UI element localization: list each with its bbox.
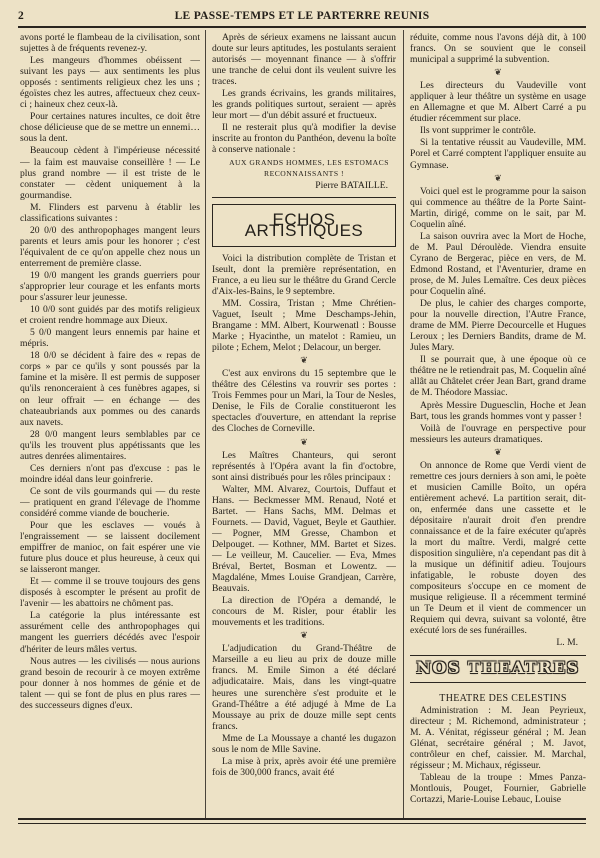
page-header [18,8,586,26]
paragraph: Nous autres — les civilisés — nous aurions grand besoin de recourir à ce moyen extrême pour donner à nos hommes de génie et de talent — qui se font de plus en plus rares — des successeurs dignes d'eux. [20,655,200,711]
paragraph: Les mangeurs d'hommes obéissent — suivant les pays — aux sentiments les plus opposés : sentiments religieux chez les uns ; égoïstes chez les autres, affectueux chez ceux-ci ; haineux chez ceux-là. [20,55,200,111]
paragraph: Beaucoup cèdent à l'impérieuse nécessité — la faim est mauvaise conseillère ! — Le plus grand nombre — il est triste de le constater — cèdent uniquement à la gourmandise. [20,145,200,201]
paragraph: La direction de l'Opéra a demandé, le concours de M. Risler, pour établir les mouvements et les traditions. [212,595,396,629]
fleuron-separator: ❦ [300,355,308,366]
paragraph: 28 0/0 mangent leurs semblables par ce qu'ils les trouvent plus appétissants que les autres denrées alimentaires. [20,428,200,462]
paragraph: 19 0/0 mangent les grands guerriers pour s'approprier leur courage et les enfants morts pour s'assurer leur jeunesse. [20,269,200,304]
paragraph: Pour que les esclaves — voués à l'engraissement — se laissent docilement empiffrer de manioc, on fait espérer une vie future plus douce et plus heureuse, à ceux qui se laisseront manger. [20,520,200,576]
fleuron-separator: ❦ [300,630,308,641]
column-2 [212,32,396,822]
author-signature: L. M. [556,637,578,649]
paragraph: Voici la distribution complète de Tristan et Iseult, dont la première représentation, en France, a eu lieu sur le théâtre du Grand Cercle d'Aix-les-Bains, le 9 septembre. [212,252,396,297]
paragraph: Il se pourrait que, à une époque où ce théâtre ne le retiendrait pas, M. Coquelin aîné allât au Châtelet créer Jean Bart, grand drame de M. Théodore Massiac. [410,354,586,399]
paragraph: 5 0/0 mangent leurs ennemis par haine et mépris. [20,327,200,350]
paragraph: La saison ouvrira avec la Mort de Hoche, de M. Paul Déroulède. Viendra ensuite Cyrano de Bergerac, pièce en vers, de M. Edmond Rostand, et l'Aventurier, drame en prose, de M. Jules Lemaître. Ces deux pièces pour Coquelin aîné. [410,230,586,298]
header-rule [18,26,586,28]
paragraph: Les Maîtres Chanteurs, qui seront représentés à l'Opéra avant la fin d'octobre, sont ainsi distribués pour les rôles principaux : [212,449,396,483]
fleuron-separator: ❦ [494,67,502,78]
fleuron-separator: ❦ [300,436,308,447]
paragraph: Et — comme il se trouve toujours des gens disposés à escompter le présent au profit de l'avenir — les abattoirs ne chôment pas. [20,576,200,610]
paragraph: 10 0/0 sont guidés par des motifs religieux et croient rendre hommage aux Dieux. [20,304,200,327]
paragraph: Voici quel est le programme pour la saison qui commence au théâtre de la Porte Saint-Martin, dirigé, comme on le sait, par M. Coquelin aîné. [410,185,586,230]
paragraph: Il ne resterait plus qu'à modifier la devise inscrite au fronton du Panthéon, devenu la boîte à conserve nationale : [212,122,396,156]
motto: AUX GRANDS HOMMES, LES ESTOMACS RECONNAISSANTS ! [229,157,389,178]
author-signature: Pierre BATAILLE. [315,179,388,191]
newspaper-title: LE PASSE-TEMPS ET LE PARTERRE REUNIS [174,10,430,22]
paragraph: Administration : M. Jean Peyrieux, directeur ; M. Richemond, administrateur ; M. A. Vénitat, régisseur général ; M. Jean Glénat, secrétaire général ; M. Javot, contrôleur en chef, caissier. M. Marchal, régisseur ; M. Michaux, régisseur. [410,704,586,771]
paragraph: Walter, MM. Alvarez, Courtois, Duffaut et Hans. — Beckmesser MM. Renaud, Noté et Bartet. — Hans Sachs, MM. Delmas et Fournets. — David, Vaguet, Beyle et Gauthier. — Pogner, MM Gresse, Chambon et Delpouget. — Kothner, MM. Bartet et Sizes. — Le veilleur, M. Caucelier. — Eva, Mmes Bréval, Bertet, Bosman et Lowentz. — Magdaléne, Mmes Louise Grandjean, Carrère, Beauvais. [212,483,396,595]
footer-rule-thin [18,823,586,824]
paragraph: MM. Cossira, Tristan ; Mme Chrétien-Vaguet, Iseult ; Mme Deschamps-Jehin, Brangame : MM. Albert, Kourwenatl : Bousse Marke ; Hyacinthe, un matelot : Ramieu, un pilote ; Echem, Melot ; Delacour, un berger. [212,297,396,354]
page-number: 2 [18,10,25,22]
paragraph: Après Messire Duguesclin, Hoche et Jean Bart, tous les grands hommes vont y passer ! [410,399,586,422]
paragraph: Voilà de l'ouvrage en perspective pour messieurs les auteurs dramatiques. [410,422,586,445]
paragraph: Ces derniers n'ont pas d'excuse : pas le moindre idéal dans leur goinfrerie. [20,462,200,485]
paragraph: On annonce de Rome que Verdi vient de remettre ces jours derniers à son ami, le poète et musicien Camille Boïto, un opéra entièrement achevé. La partition serait, dit-on, enfermée dans une cassette et le dépositaire n'aurait droit d'en prendre connaissance et de la faire exécuter qu'après la mort du maître. Verdi, malgré cette disposition singulière, n'a cependant pas dit à la musique un définitif adieu. Toujours infatigable, le robuste doyen des compositeurs s'occupe en ce moment de musique religieuse. Il a récemment terminé un Te Deum et il vient de commencer un Requiem qui devra, suivant sa volonté, être exécuté lors de ses funérailles. [410,459,586,637]
paragraph: M. Flinders est parvenu à établir les classifications suivantes : [20,201,200,224]
fleuron-separator: ❦ [494,172,502,183]
paragraph: avons porté le flambeau de la civilisation, sont sujettes à de fréquents revenez-y. [20,32,200,55]
paragraph: La mise à prix, après avoir été une première fois de 300,000 francs, avait été [212,755,396,778]
paragraph: réduite, comme nous l'avons déjà dit, à 100 francs. On se souvient que le conseil municipal a supprimé la subvention. [410,32,586,66]
column-1 [20,32,200,822]
section-title-nos-theatres [410,655,586,683]
section-title-text: NOS THEATRES [416,657,580,677]
paragraph: 20 0/0 des anthropophages mangent leurs parents et leurs amis pour les honorer ; c'est l'équivalent de ce qu'on appelle chez nous un enterrement de première classe. [20,224,200,269]
paragraph: 18 0/0 se décident à faire des « repas de corps » par ce qu'ils y sont poussés par la famine et la misère. Il est permis de supposer qu'ils renonceraient à ces funèbres agapes, si on leur offrait — en échange — des chateaubriands aux pommes ou des canards aux navets. [20,350,200,428]
column-divider [403,30,404,818]
paragraph: Ils vont supprimer le contrôle. [420,125,536,137]
paragraph: Les grands écrivains, les grands militaires, les grands politiques surtout, seraient — après leur mort — d'un débit assuré et fructueux. [212,88,396,122]
paragraph: Mme de La Moussaye a chanté les dugazon sous le nom de Mlle Savine. [212,732,396,755]
paragraph: De plus, le cahier des charges comporte, pour la nouvelle direction, l'Autre France, drame de MM. Pierre Decourcelle et Hugues Leroux ; les Derniers Bandits, drame de M. Jules Mary. [410,298,586,354]
paragraph: Tableau de la troupe : Mmes Panza-Montlouis, Pouget, Fournier, Gabrielle Cortazzi, Marie-Louise Lebauc, Louise [410,771,586,805]
paragraph: Si la tentative réussit au Vaudeville, MM. Porel et Carré comptent l'appliquer ensuite au Gymnase. [410,137,586,171]
paragraph: Pour certaines natures incultes, ce doit être chose délicieuse que de se mettre un ennemi… sous la dent. [20,111,200,145]
column-3 [410,32,586,822]
column-divider [205,30,206,818]
paragraph: Ce sont de vils gourmands qui — du reste — pratiquent en grand l'élevage de l'homme considéré comme viande de boucherie. [20,485,200,519]
paragraph: C'est aux environs du 15 septembre que le théâtre des Célestins va rouvrir ses portes : Trois Femmes pour un Mari, la Tour de Nesles, Denise, le Fils de Coralie constitueront les spectacles d'ouverture, en attendant la reprise des Cloches de Corneville. [212,368,396,435]
fleuron-separator: ❦ [494,446,502,457]
paragraph: L'adjudication du Grand-Théâtre de Marseille a eu lieu au prix de douze mille francs. M. Emile Simon a été déclaré adjudicataire. Mais, dans les vingt-quatre heures une surenchère s'est produite et le Grand-Théâtre a été adjugé à Mme de La Moussaye au prix de douze mille sept cents francs. [212,643,396,732]
section-rule [212,197,396,198]
theatre-subhead: THEATRE DES CELESTINS [439,692,567,704]
footer-rule [18,818,586,820]
paragraph: Les directeurs du Vaudeville vont appliquer à leur théâtre un système en usage en Allemagne et que M. Albert Carré a pu étudier récemment sur place. [410,80,586,125]
section-title-echos: ECHOS ARTISTIQUES [212,204,396,247]
paragraph: Après de sérieux examens ne laissant aucun doute sur leurs aptitudes, les postulants seraient autorisés — moyennant finance — à s'offrir une tranche de celui dont ils veulent suivre les traces. [212,32,396,88]
paragraph: La catégorie la plus intéressante est assurément celle des anthropophages qui mangent les guerriers décédés avec l'espoir d'hériter de leurs mâles vertus. [20,610,200,655]
